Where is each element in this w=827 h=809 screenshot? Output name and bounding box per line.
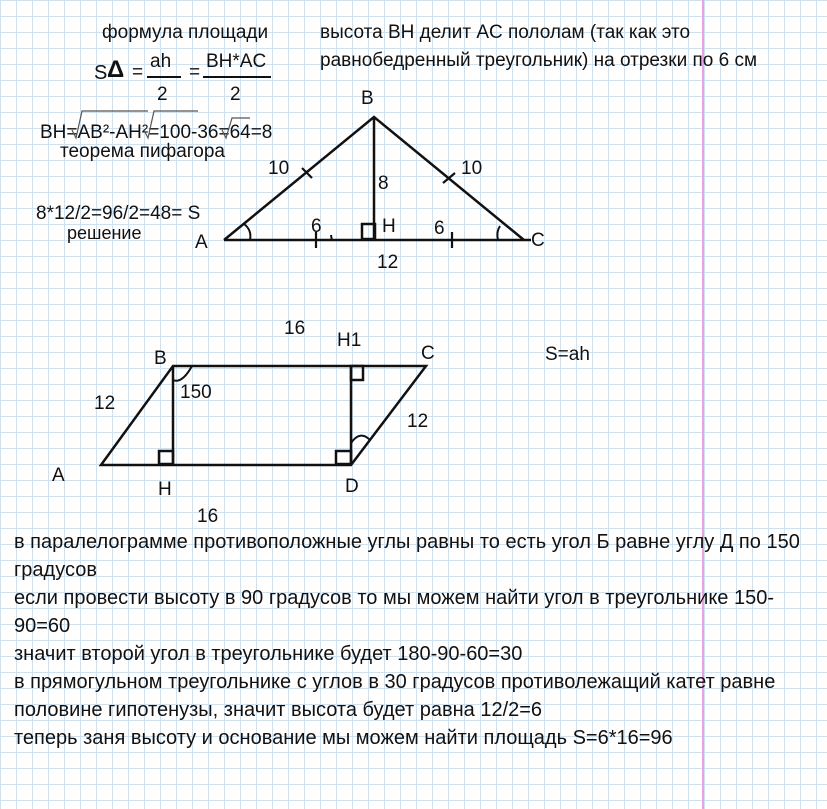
angle-arc-c (497, 226, 500, 240)
solution-line-1: в паралелограмме противоположные углы равны то есть угол Б равне углу Д по 150 градусов (14, 531, 800, 581)
triangle-symbol: Δ (107, 56, 125, 83)
right-angle-mark-h (159, 451, 173, 464)
right-angle-mark-h1 (351, 366, 363, 380)
triangle-segment-hc: 6 (434, 218, 445, 239)
solution-line-4: в прямогульном треугольнике с углов в 30 градусов противолежащий катет равне половине гипотенузы, значит высота будет равна 12/2=6 (14, 671, 776, 721)
parallelogram-vertex-c: C (421, 343, 435, 364)
fraction1-numerator: ah (150, 51, 172, 72)
height-note-line2: равнобедренный треугольник) на отрезки по 6 см (320, 50, 758, 71)
right-angle-mark-d (336, 451, 351, 464)
fraction2-numerator: BH*AC (206, 51, 267, 72)
solution-line-2: если провести высоту в 90 градусов то мы можем найти угол в треугольнике 150-90=60 (14, 587, 774, 637)
triangle-base-ac: 12 (377, 252, 399, 273)
parallelogram-vertex-d: D (345, 476, 359, 497)
solution-line-3: значит второй угол в треугольнике будет 180-90-60=30 (14, 643, 523, 665)
angle-arc-b (173, 366, 192, 381)
parallelogram-foot-h1: H1 (337, 330, 362, 351)
solution-caption: решение (67, 223, 142, 243)
fraction1-denominator: 2 (157, 84, 168, 105)
area-calc: 8*12/2=96/2=48= S (36, 203, 201, 224)
triangle-vertex-c: C (531, 230, 545, 251)
triangle-vertex-a: A (195, 232, 208, 253)
triangle-foot-h: H (382, 216, 396, 237)
parallelogram-bottom-side: 16 (197, 506, 219, 527)
solution-line-5: теперь заня высоту и основание мы можем найти площадь S=6*16=96 (14, 727, 673, 749)
equals-sign: = (132, 62, 144, 83)
parallelogram-left-side: 12 (94, 393, 116, 414)
parallelogram-foot-h: H (158, 479, 172, 500)
parallelogram-area-formula: S=ah (545, 344, 590, 365)
triangle-vertex-b: B (361, 88, 374, 109)
formula-caption: формула площади (102, 22, 269, 43)
triangle-side-ab: 10 (268, 158, 290, 179)
height-note-line1: высота BH делит AC пололам (так как это (320, 22, 691, 43)
angle-arc-a (244, 224, 250, 240)
parallelogram-angle-b: 150 (180, 382, 212, 403)
parallelogram (101, 366, 429, 465)
area-symbol: S (94, 62, 108, 84)
triangle-segment-ah: 6 (311, 216, 322, 237)
equals-sign: = (189, 62, 201, 83)
triangle-side-bc: 10 (461, 158, 483, 179)
parallelogram-vertex-a: A (52, 465, 65, 486)
fraction2-denominator: 2 (230, 84, 241, 105)
parallelogram-vertex-b: B (154, 348, 167, 369)
radical-signs (72, 111, 250, 138)
triangle-height-bh: 8 (378, 173, 389, 194)
parallelogram-right-side: 12 (407, 411, 429, 432)
parallelogram-top-side: 16 (284, 318, 306, 339)
pythagoras-calc: BH=AB²-AH²=100-36=64=8 (40, 122, 273, 143)
pythagoras-caption: теорема пифагора (60, 141, 225, 162)
